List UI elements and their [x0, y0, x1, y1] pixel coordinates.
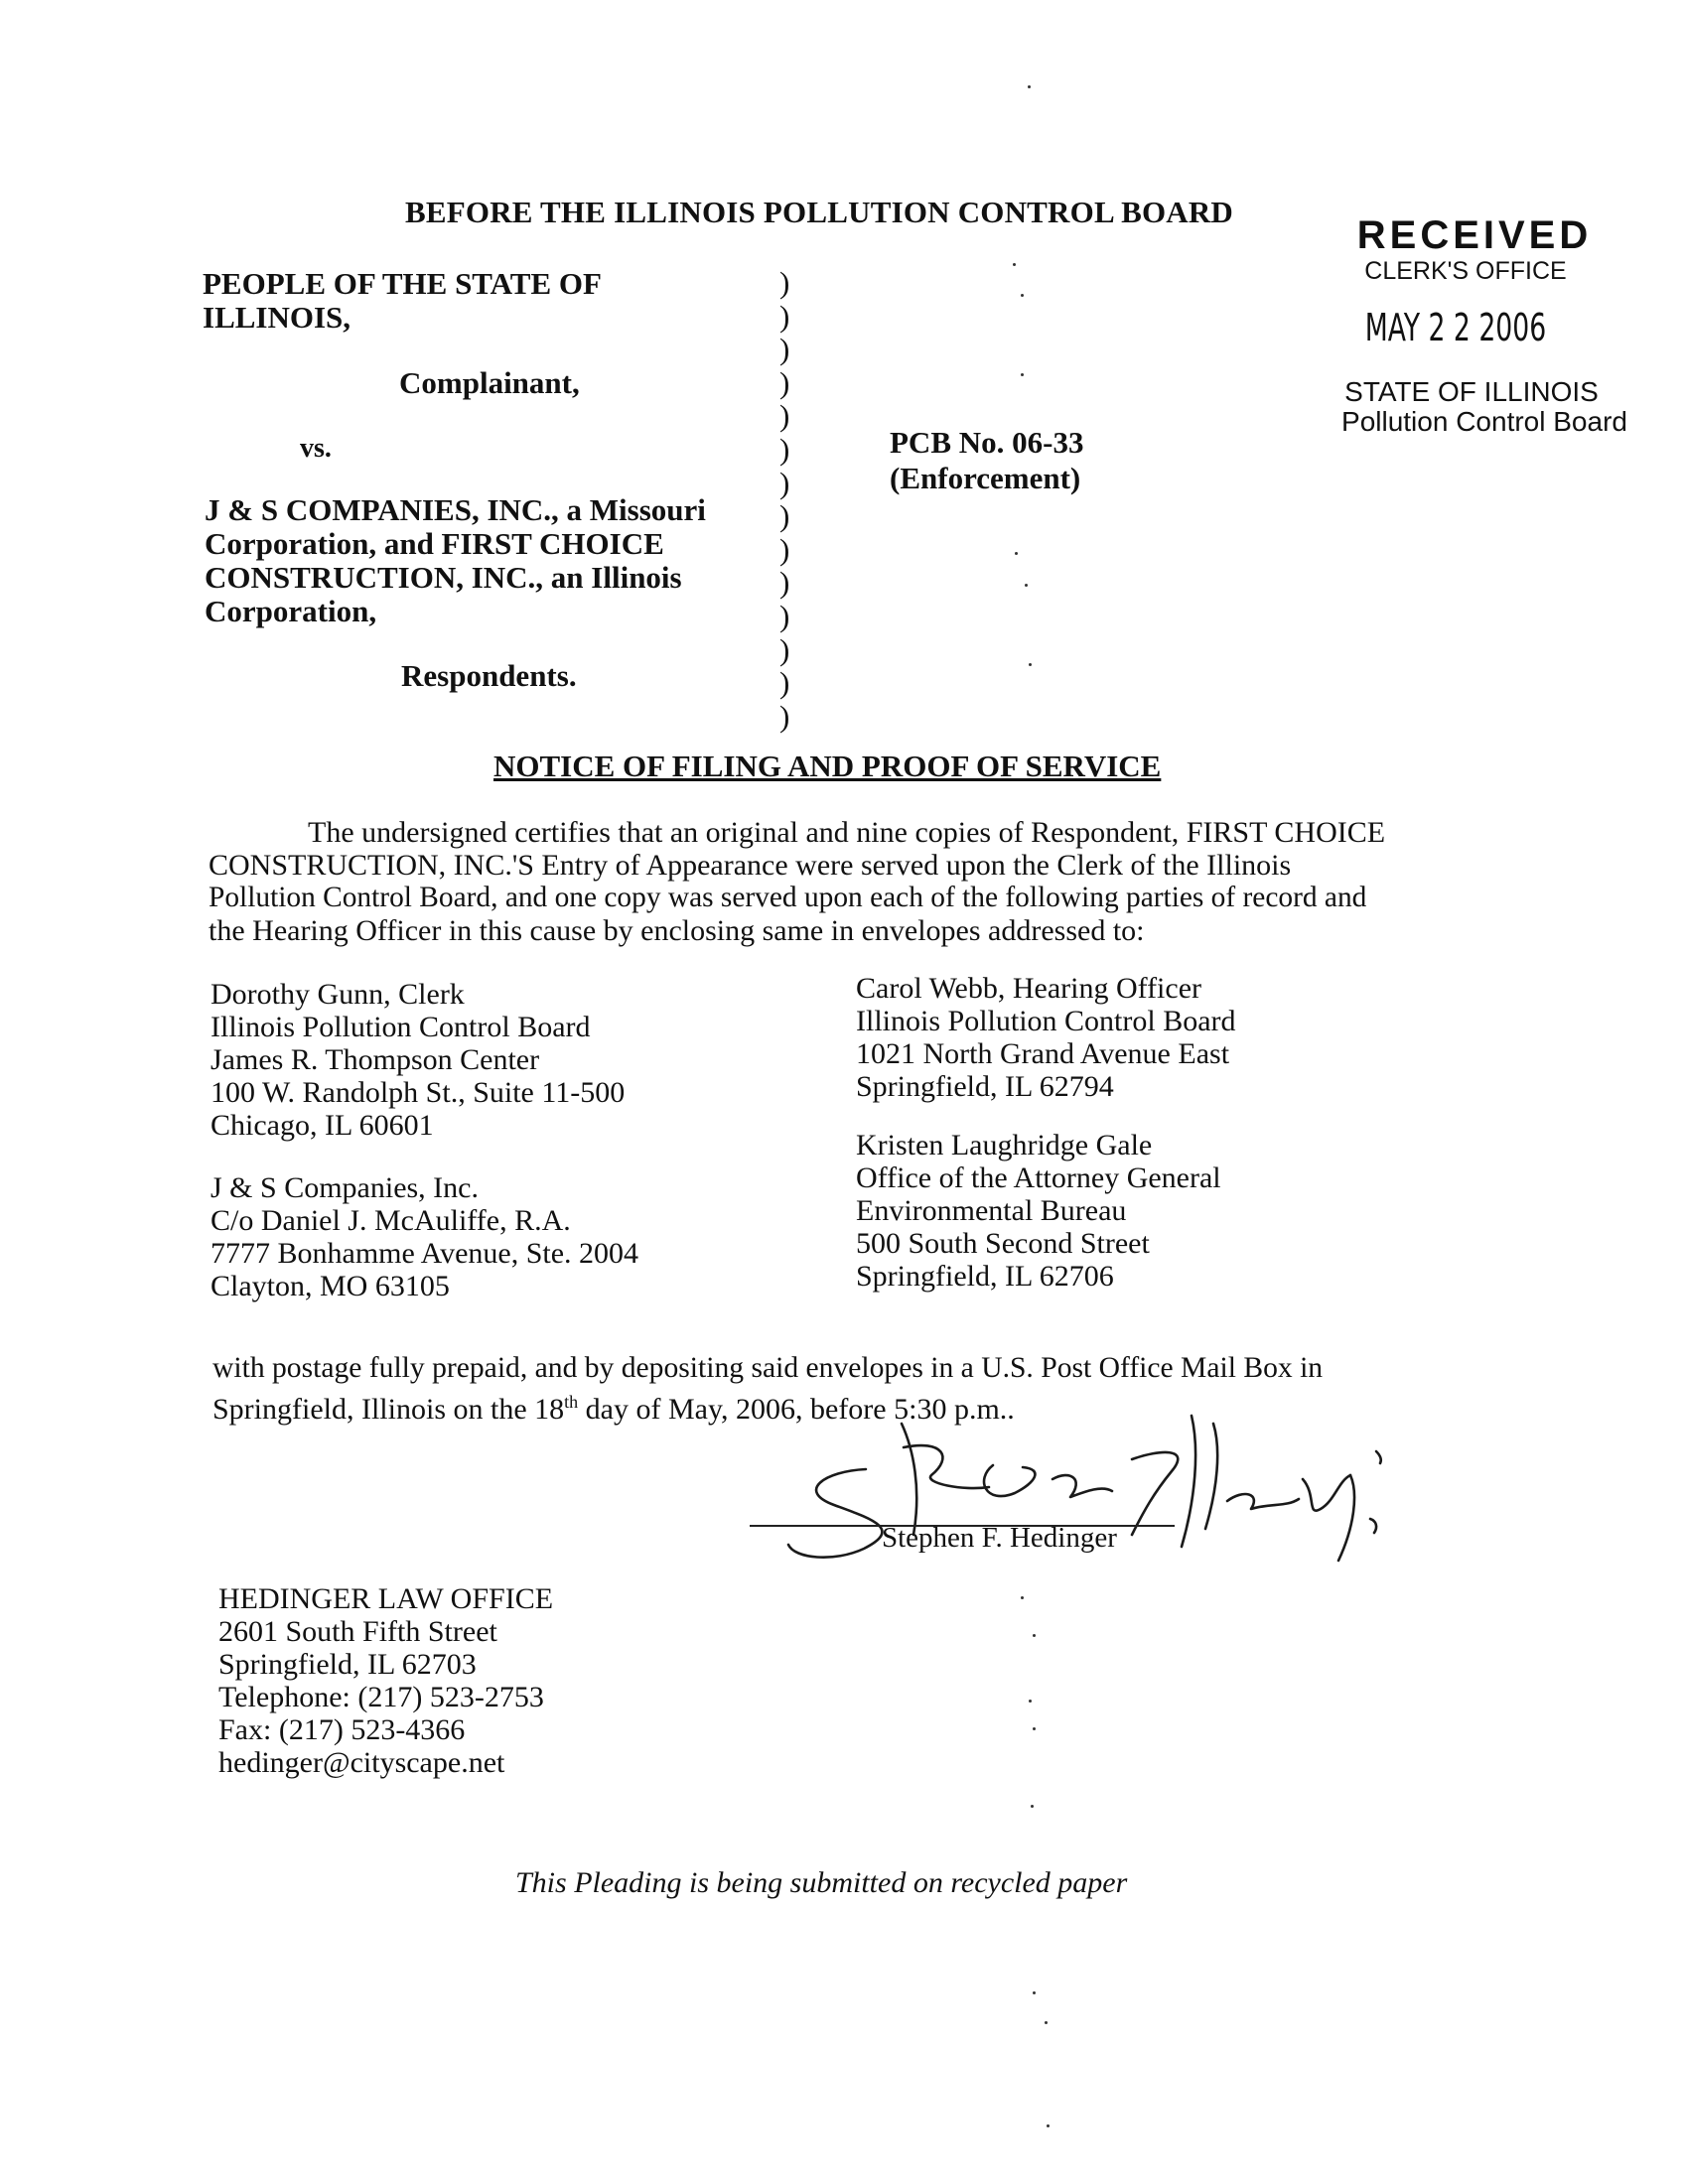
closing-line1: with postage fully prepaid, and by depositing said envelopes in a U.S. Post Office Mail Box in: [212, 1352, 1324, 1384]
scan-speck: [1021, 1596, 1024, 1599]
respondent-name-line2: Corporation, and FIRST CHOICE: [205, 526, 664, 561]
plaintiff-name-line1: PEOPLE OF THE STATE OF: [203, 266, 602, 301]
scan-speck: [1047, 2124, 1050, 2127]
address-line: 1021 North Grand Avenue East: [856, 1037, 1230, 1070]
address-line: Springfield, IL 62794: [856, 1070, 1114, 1103]
scan-speck: [1033, 1727, 1036, 1730]
respondent-role: Respondents.: [401, 658, 577, 693]
signer-name: Stephen F. Hedinger: [882, 1522, 1117, 1554]
plaintiff-role: Complainant,: [399, 365, 580, 400]
address-line: Springfield, IL 62706: [856, 1260, 1114, 1293]
address-respondent: [210, 1171, 638, 1302]
address-line: Dorothy Gunn, Clerk: [210, 978, 465, 1011]
address-line: Kristen Laughridge Gale: [856, 1129, 1153, 1161]
respondent-name-line4: Corporation,: [205, 594, 377, 628]
firm-email: hedinger@cityscape.net: [218, 1746, 505, 1779]
scan-speck: [1021, 294, 1024, 297]
scan-speck: [1033, 1991, 1036, 1994]
respondent-name-line1: J & S COMPANIES, INC., a Missouri: [205, 492, 706, 527]
firm-line: Fax: (217) 523-4366: [218, 1713, 466, 1746]
certification-line: The undersigned certifies that an original and nine copies of Respondent, FIRST CHOICE: [308, 816, 1386, 849]
certification-line: Pollution Control Board, and one copy was served upon each of the following parties of record and: [209, 882, 1367, 913]
address-hearing-officer: [856, 972, 1236, 1103]
scan-speck: [1033, 1634, 1036, 1637]
closing-line2-pre: Springfield, Illinois on the 18: [212, 1393, 565, 1426]
stamp-received: RECEIVED: [1356, 213, 1593, 257]
plaintiff-name-line2: ILLINOIS,: [203, 300, 351, 335]
case-number-block: [890, 425, 1083, 496]
firm-line: Springfield, IL 62703: [218, 1648, 477, 1681]
scan-speck: [1029, 663, 1032, 666]
respondent-name-line3: CONSTRUCTION, INC., an Illinois: [205, 560, 682, 595]
address-line: J & S Companies, Inc.: [210, 1171, 479, 1204]
scan-speck: [1029, 1700, 1032, 1703]
received-stamp: [1281, 214, 1658, 437]
address-line: 7777 Bonhamme Avenue, Ste. 2004: [210, 1237, 639, 1270]
firm-line: Telephone: (217) 523-2753: [218, 1681, 544, 1713]
recycled-paper-note: This Pleading is being submitted on recycled paper: [515, 1866, 1128, 1899]
case-number: PCB No. 06-33: [890, 425, 1084, 460]
stamp-office: CLERK'S OFFICE: [1364, 257, 1567, 285]
court-title: BEFORE THE ILLINOIS POLLUTION CONTROL BOARD: [405, 195, 1234, 229]
address-line: C/o Daniel J. McAuliffe, R.A.: [210, 1204, 571, 1237]
stamp-date: MAY 2 2 2006: [1364, 306, 1547, 349]
address-line: Illinois Pollution Control Board: [210, 1011, 591, 1043]
stamp-state: STATE OF ILLINOIS: [1344, 376, 1599, 407]
address-line: Office of the Attorney General: [856, 1161, 1221, 1194]
caption-parentheses: ) ) ) ) ) ) ) ) ) ) ) ) ) ): [779, 265, 790, 734]
closing-line2-sup: th: [564, 1392, 579, 1412]
firm-line: 2601 South Fifth Street: [218, 1615, 497, 1648]
scan-speck: [1015, 552, 1018, 555]
address-line: Chicago, IL 60601: [210, 1109, 434, 1142]
certification-line: CONSTRUCTION, INC.'S Entry of Appearance were served upon the Clerk of the Illinois: [209, 849, 1292, 882]
closing-line2-post: day of May, 2006, before 5:30 p.m..: [578, 1393, 1015, 1426]
scan-speck: [1025, 584, 1028, 587]
address-line: 500 South Second Street: [856, 1227, 1150, 1260]
notice-heading: NOTICE OF FILING AND PROOF OF SERVICE: [493, 749, 1162, 783]
scan-speck: [1045, 2021, 1048, 2024]
address-line: Illinois Pollution Control Board: [856, 1005, 1236, 1037]
address-line: 100 W. Randolph St., Suite 11-500: [210, 1076, 626, 1109]
stamp-board: Pollution Control Board: [1341, 406, 1627, 437]
address-attorney-general: [856, 1129, 1221, 1293]
case-type: (Enforcement): [890, 461, 1081, 495]
law-office-block: [218, 1582, 553, 1779]
address-line: Environmental Bureau: [856, 1194, 1127, 1227]
address-line: Carol Webb, Hearing Officer: [856, 972, 1202, 1005]
scan-speck: [1031, 1805, 1034, 1808]
address-line: Clayton, MO 63105: [210, 1270, 450, 1302]
firm-line: HEDINGER LAW OFFICE: [218, 1582, 554, 1615]
address-line: James R. Thompson Center: [210, 1043, 540, 1076]
scan-speck: [1028, 85, 1031, 88]
scan-speck: [1021, 373, 1024, 376]
scan-speck: [1013, 263, 1016, 266]
versus-label: vs.: [300, 433, 332, 464]
address-clerk: [210, 978, 625, 1142]
certification-line: the Hearing Officer in this cause by enclosing same in envelopes addressed to:: [209, 914, 1145, 947]
